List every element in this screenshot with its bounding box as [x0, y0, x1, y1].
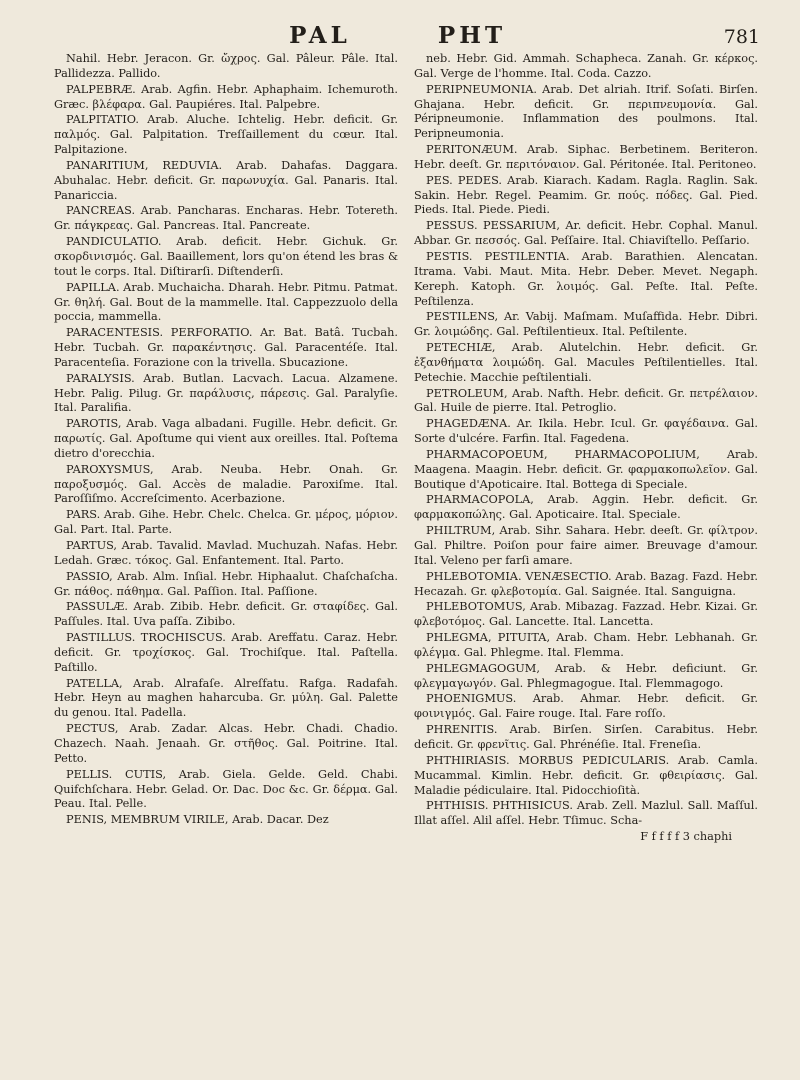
dictionary-entry: PESSUS. PESSARIUM, Ar. deficit. Hebr. Cophal. Manul. Abbar. Gr. πεσσός. Gal. Peſſaire. Ital. Chiaviſtello. Peſſario.	[414, 219, 758, 248]
signature-catchword: F f f f f 3 chaphi	[640, 830, 732, 844]
dictionary-entry: PARS. Arab. Gihe. Hebr. Chelc. Chelca. Gr. μέρος, μόριον. Gal. Part. Ital. Parte.	[54, 508, 398, 537]
dictionary-entry: PHARMACOPOLA, Arab. Aggin. Hebr. deficit. Gr. φαρμακοπώλης. Gal. Apoticaire. Ital. Speciale.	[414, 493, 758, 522]
dictionary-entry: PANDICULATIO. Arab. deficit. Hebr. Gichuk. Gr. σκορδινισμός. Gal. Baaillement, lors qu'on étend les bras & tout le corps. Ital. Diſtirarſi. Diſtenderſi.	[54, 235, 398, 278]
dictionary-entry: PARACENTESIS. PERFORATIO. Ar. Bat. Batâ. Tucbah. Hebr. Tucbah. Gr. παρακέντησις. Gal. Paracentéſe. Ital. Paracenteſia. Forazione con la trivella. Sbucazione.	[54, 326, 398, 369]
dictionary-entry: PHLEBOTOMUS, Arab. Mibazag. Fazzad. Hebr. Kizai. Gr. φλεβοτόμος. Gal. Lancette. Ital. Lancetta.	[414, 600, 758, 629]
right-running-title: PHT	[437, 22, 507, 49]
dictionary-entry: PASSIO, Arab. Alm. Inſial. Hebr. Hiphaalut. Chaſchaſcha. Gr. πάθος. πάθημα. Gal. Paſſion. Ital. Paſſione.	[54, 569, 398, 598]
dictionary-entry: Nahil. Hebr. Jeracon. Gr. ὤχρος. Gal. Pâleur. Pâle. Ital. Pallidezza. Pallido.	[54, 52, 398, 80]
dictionary-entry: PHLEBOTOMIA. VENÆSECTIO. Arab. Bazag. Fazd. Hebr. Hecazah. Gr. φλεβοτομία. Gal. Saignée. Ital. Sanguigna.	[414, 569, 758, 598]
dictionary-entry: PHRENITIS. Arab. Birſen. Sirſen. Carabitus. Hebr. deficit. Gr. φρενῖτις. Gal. Phrénéſie. Ital. Freneſia.	[414, 723, 758, 751]
dictionary-entry: PES. PEDES. Arab. Kiarach. Kadam. Ragla. Raglin. Sak. Sakin. Hebr. Regel. Peamim. Gr. πούς. πόδες. Gal. Pied. Pieds. Ital. Piede. Piedi.	[414, 173, 758, 217]
dictionary-entry: PHTHISIS. PHTHISICUS. Arab. Zell. Mazlul. Sall. Maſſul. Illat aſſel. Alil aſſel. Hebr. Tſimuc. Scha-	[414, 799, 758, 828]
dictionary-entry: PHLEGMA, PITUITA, Arab. Cham. Hebr. Lebhanah. Gr. φλέγμα. Gal. Phlegme. Ital. Flemma.	[414, 631, 758, 659]
dictionary-entry: PECTUS, Arab. Zadar. Alcas. Hebr. Chadi. Chadio. Chazech. Naah. Jenaah. Gr. στῆθος. Gal. Poitrine. Ital. Petto.	[54, 722, 398, 765]
dictionary-entry: PETECHIÆ, Arab. Alutelchin. Hebr. deficit. Gr. ἐξανθήματα λοιμώδη. Gal. Macules Peſtilentielles. Ital. Petechie. Macchie peſtilentiali.	[414, 341, 758, 384]
dictionary-entry: PALPITATIO. Arab. Aluche. Ichtelig. Hebr. deficit. Gr. παλμός. Gal. Palpitation. Treſſaillement du cœur. Ital. Palpitazione.	[54, 113, 398, 157]
left-running-title: PAL	[289, 22, 351, 49]
running-header	[40, 12, 760, 52]
dictionary-entry: PETROLEUM, Arab. Nafth. Hebr. deficit. Gr. πετρέλαιον. Gal. Huile de pierre. Ital. Petroglio.	[414, 386, 758, 415]
dictionary-entry: PESTILENS, Ar. Vabij. Maſmam. Muſaffida. Hebr. Dibri. Gr. λοιμώδης. Gal. Peſtilentieux. Ital. Peſtilente.	[414, 310, 758, 339]
dictionary-entry: PHILTRUM, Arab. Sihr. Sahara. Hebr. deeſt. Gr. φίλτρον. Gal. Philtre. Poiſon pour faire aimer. Breuvage d'amour. Ital. Veleno per farſi amare.	[414, 524, 758, 567]
dictionary-entry: PESTIS. PESTILENTIA. Arab. Barathien. Alencatan. Itrama. Vabi. Maut. Mita. Hebr. Deber. Mevet. Negaph. Kereph. Katoph. Gr. λοιμός. Gal. Peſte. Ital. Peſte. Peſtilenza.	[414, 249, 758, 308]
dictionary-entry: PAROTIS, Arab. Vaga albadani. Fugille. Hebr. deficit. Gr. παρωτίς. Gal. Apoſtume qui vient aux oreilles. Ital. Poſtema dietro d'orecchia.	[54, 417, 398, 460]
dictionary-entry: PERITONÆUM. Arab. Siphac. Berbetinem. Beriteron. Hebr. deeſt. Gr. περιτόναιον. Gal. Péritonée. Ital. Peritoneo.	[414, 143, 758, 171]
dictionary-entry: PANCREAS. Arab. Pancharas. Encharas. Hebr. Totereth. Gr. πάγκρεας. Gal. Pancreas. Ital. Pancreate.	[54, 204, 398, 233]
dictionary-entry: neb. Hebr. Gid. Ammah. Schapheca. Zanah. Gr. κέρκος. Gal. Verge de l'homme. Ital. Coda. Cazzo.	[414, 52, 758, 80]
dictionary-entry: PASTILLUS. TROCHISCUS. Arab. Areffatu. Caraz. Hebr. deficit. Gr. τροχίσκος. Gal. Trochiſque. Ital. Paſtella. Paſtillo.	[54, 631, 398, 674]
dictionary-entry: PHLEGMAGOGUM, Arab. & Hebr. deficiunt. Gr. φλεγμαγωγόν. Gal. Phlegmagogue. Ital. Flemmagogo.	[414, 661, 758, 690]
left-column	[54, 52, 398, 1062]
dictionary-entry: PARTUS, Arab. Tavalid. Mavlad. Muchuzah. Nafas. Hebr. Ledah. Græc. τόκος. Gal. Enfantement. Ital. Parto.	[54, 539, 398, 567]
dictionary-entry: PATELLA, Arab. Alrafaſe. Alreſfatu. Rafga. Radafah. Hebr. Heyn au maghen haharcuba. Gr. μύλη. Gal. Palette du genou. Ital. Padella.	[54, 676, 398, 720]
dictionary-entry: PAPILLA. Arab. Muchaicha. Dharah. Hebr. Pitmu. Patmat. Gr. θηλή. Gal. Bout de la mammelle. Ital. Cappezzuolo della poccia, mammella.	[54, 280, 398, 324]
dictionary-entry: PHARMACOPOEUM, PHARMACOPOLIUM, Arab. Maagena. Maagin. Hebr. deficit. Gr. φαρμακοπωλεῖον. Gal. Boutique d'Apoticaire. Ital. Bottega di Speciale.	[414, 447, 758, 491]
dictionary-entry: PAROXYSMUS, Arab. Neuba. Hebr. Onah. Gr. παροξυσμός. Gal. Accès de maladie. Paroxiſme. Ital. Paroſſiſmo. Accreſcimento. Acerbazione.	[54, 462, 398, 506]
text-columns	[54, 52, 758, 1062]
right-column	[414, 52, 758, 1062]
dictionary-entry: PARALYSIS. Arab. Butlan. Lacvach. Lacua. Alzamene. Hebr. Palig. Pilug. Gr. παράλυσις, πάρεσις. Gal. Paralyſie. Ital. Paralifia.	[54, 371, 398, 415]
dictionary-entry: PALPEBRÆ. Arab. Agfin. Hebr. Aphaphaim. Ichemuroth. Græc. βλέφαρα. Gal. Paupiéres. Ital. Palpebre.	[54, 82, 398, 111]
dictionary-entry: PANARITIUM, REDUVIA. Arab. Dahafas. Daggara. Abuhalac. Hebr. deficit. Gr. παρωνυχία. Gal. Panaris. Ital. Panariccia.	[54, 158, 398, 202]
dictionary-entry: PENIS, MEMBRUM VIRILE, Arab. Dacar. Dez	[66, 813, 329, 827]
dictionary-entry: PERIPNEUMONIA. Arab. Det alriah. Itrif. Soſati. Birſen. Ghajana. Hebr. deficit. Gr. περιπνευμονία. Gal. Péripneumonie. Inflammation des poulmons. Ital. Peripneumonia.	[414, 82, 758, 141]
dictionary-entry: PHAGEDÆNA. Ar. Ikila. Hebr. Icul. Gr. φαγέδαινα. Gal. Sorte d'ulcére. Farfin. Ital. Fagedena.	[414, 417, 758, 446]
dictionary-entry: PHTHIRIASIS. MORBUS PEDICULARIS. Arab. Camla. Mucammal. Kimlin. Hebr. deficit. Gr. φθειρίασις. Gal. Maladie pédiculaire. Ital. Pidocchioſità.	[414, 753, 758, 797]
page-number: 781	[723, 26, 760, 48]
dictionary-entry: PHOENIGMUS. Arab. Ahmar. Hebr. deficit. Gr. φοινιγμός. Gal. Faire rouge. Ital. Fare roſſo.	[414, 692, 758, 721]
dictionary-entry: PELLIS. CUTIS, Arab. Giela. Gelde. Geld. Chabi. Quifchſchara. Hebr. Gelad. Or. Dac. Doc &c. Gr. δέρμα. Gal. Peau. Ital. Pelle.	[54, 767, 398, 811]
dictionary-entry: PASSULÆ. Arab. Zibib. Hebr. deficit. Gr. σταφίδες. Gal. Paſſules. Ital. Uva paſſa. Zibibo.	[54, 600, 398, 629]
